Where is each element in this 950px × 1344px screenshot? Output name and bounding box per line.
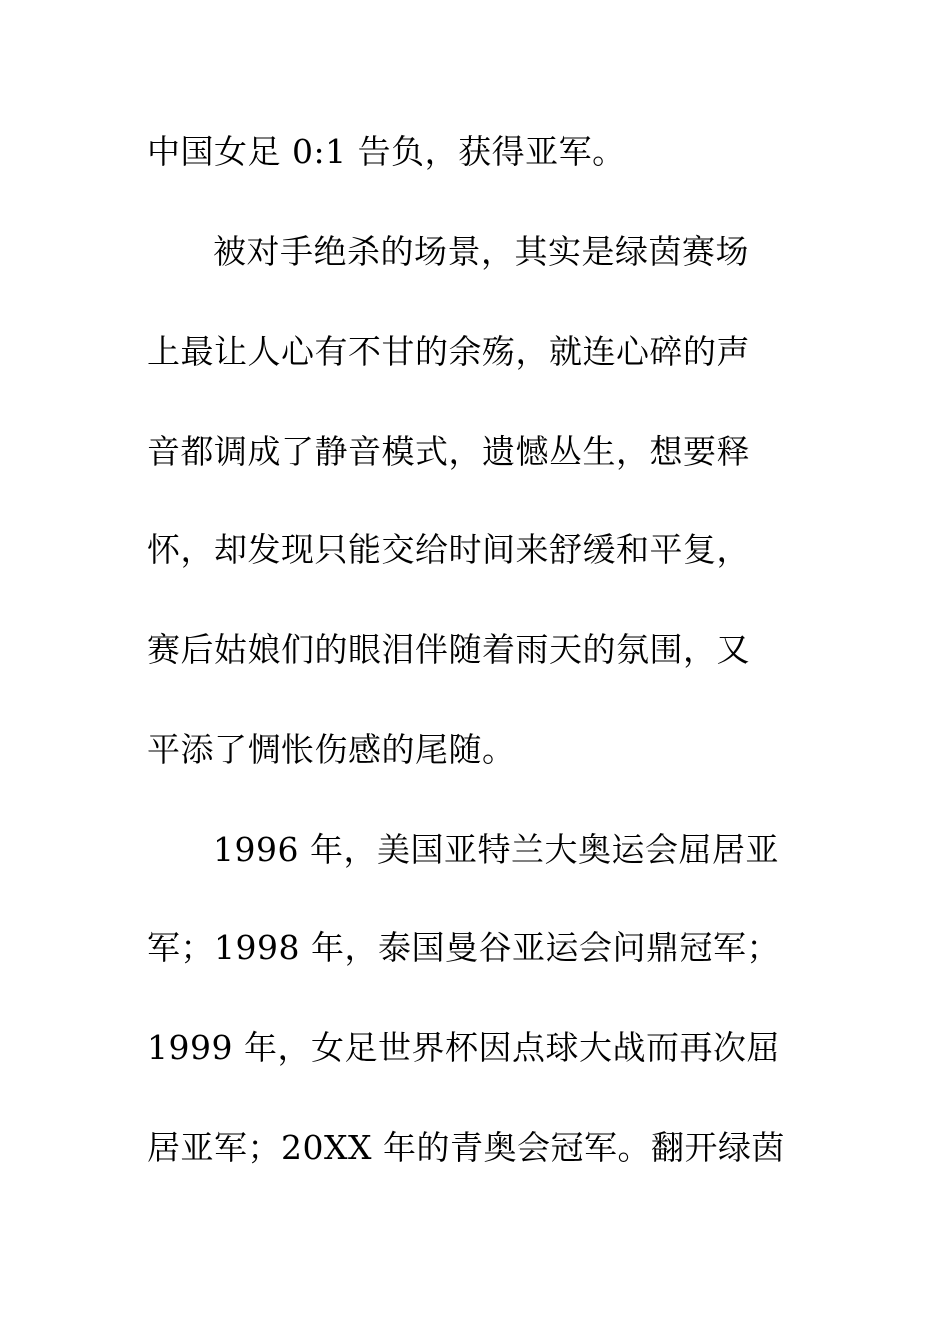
paragraph-2-line-1: 被对手绝杀的场景，其实是绿茵赛场	[213, 232, 749, 271]
paragraph-3-line-4: 居亚军；20XX 年的青奥会冠军。翻开绿茵	[147, 1128, 785, 1167]
text-line-1: 中国女足 0:1 告负，获得亚军。	[147, 132, 626, 171]
paragraph-2-line-4: 怀，却发现只能交给时间来舒缓和平复，	[147, 530, 750, 569]
paragraph-3-line-3: 1999 年，女足世界杯因点球大战而再次屈	[147, 1028, 780, 1067]
paragraph-2-line-3: 音都调成了静音模式，遗憾丛生，想要释	[147, 432, 750, 471]
paragraph-2-line-2: 上最让人心有不甘的余殇，就连心碎的声	[147, 332, 750, 371]
paragraph-3-line-1: 1996 年，美国亚特兰大奥运会屈居亚	[213, 830, 779, 869]
paragraph-2-line-6: 平添了惆怅伤感的尾随。	[147, 730, 516, 769]
paragraph-2-line-5: 赛后姑娘们的眼泪伴随着雨天的氛围，又	[147, 630, 750, 669]
paragraph-3-line-2: 军；1998 年，泰国曼谷亚运会问鼎冠军；	[147, 928, 780, 967]
